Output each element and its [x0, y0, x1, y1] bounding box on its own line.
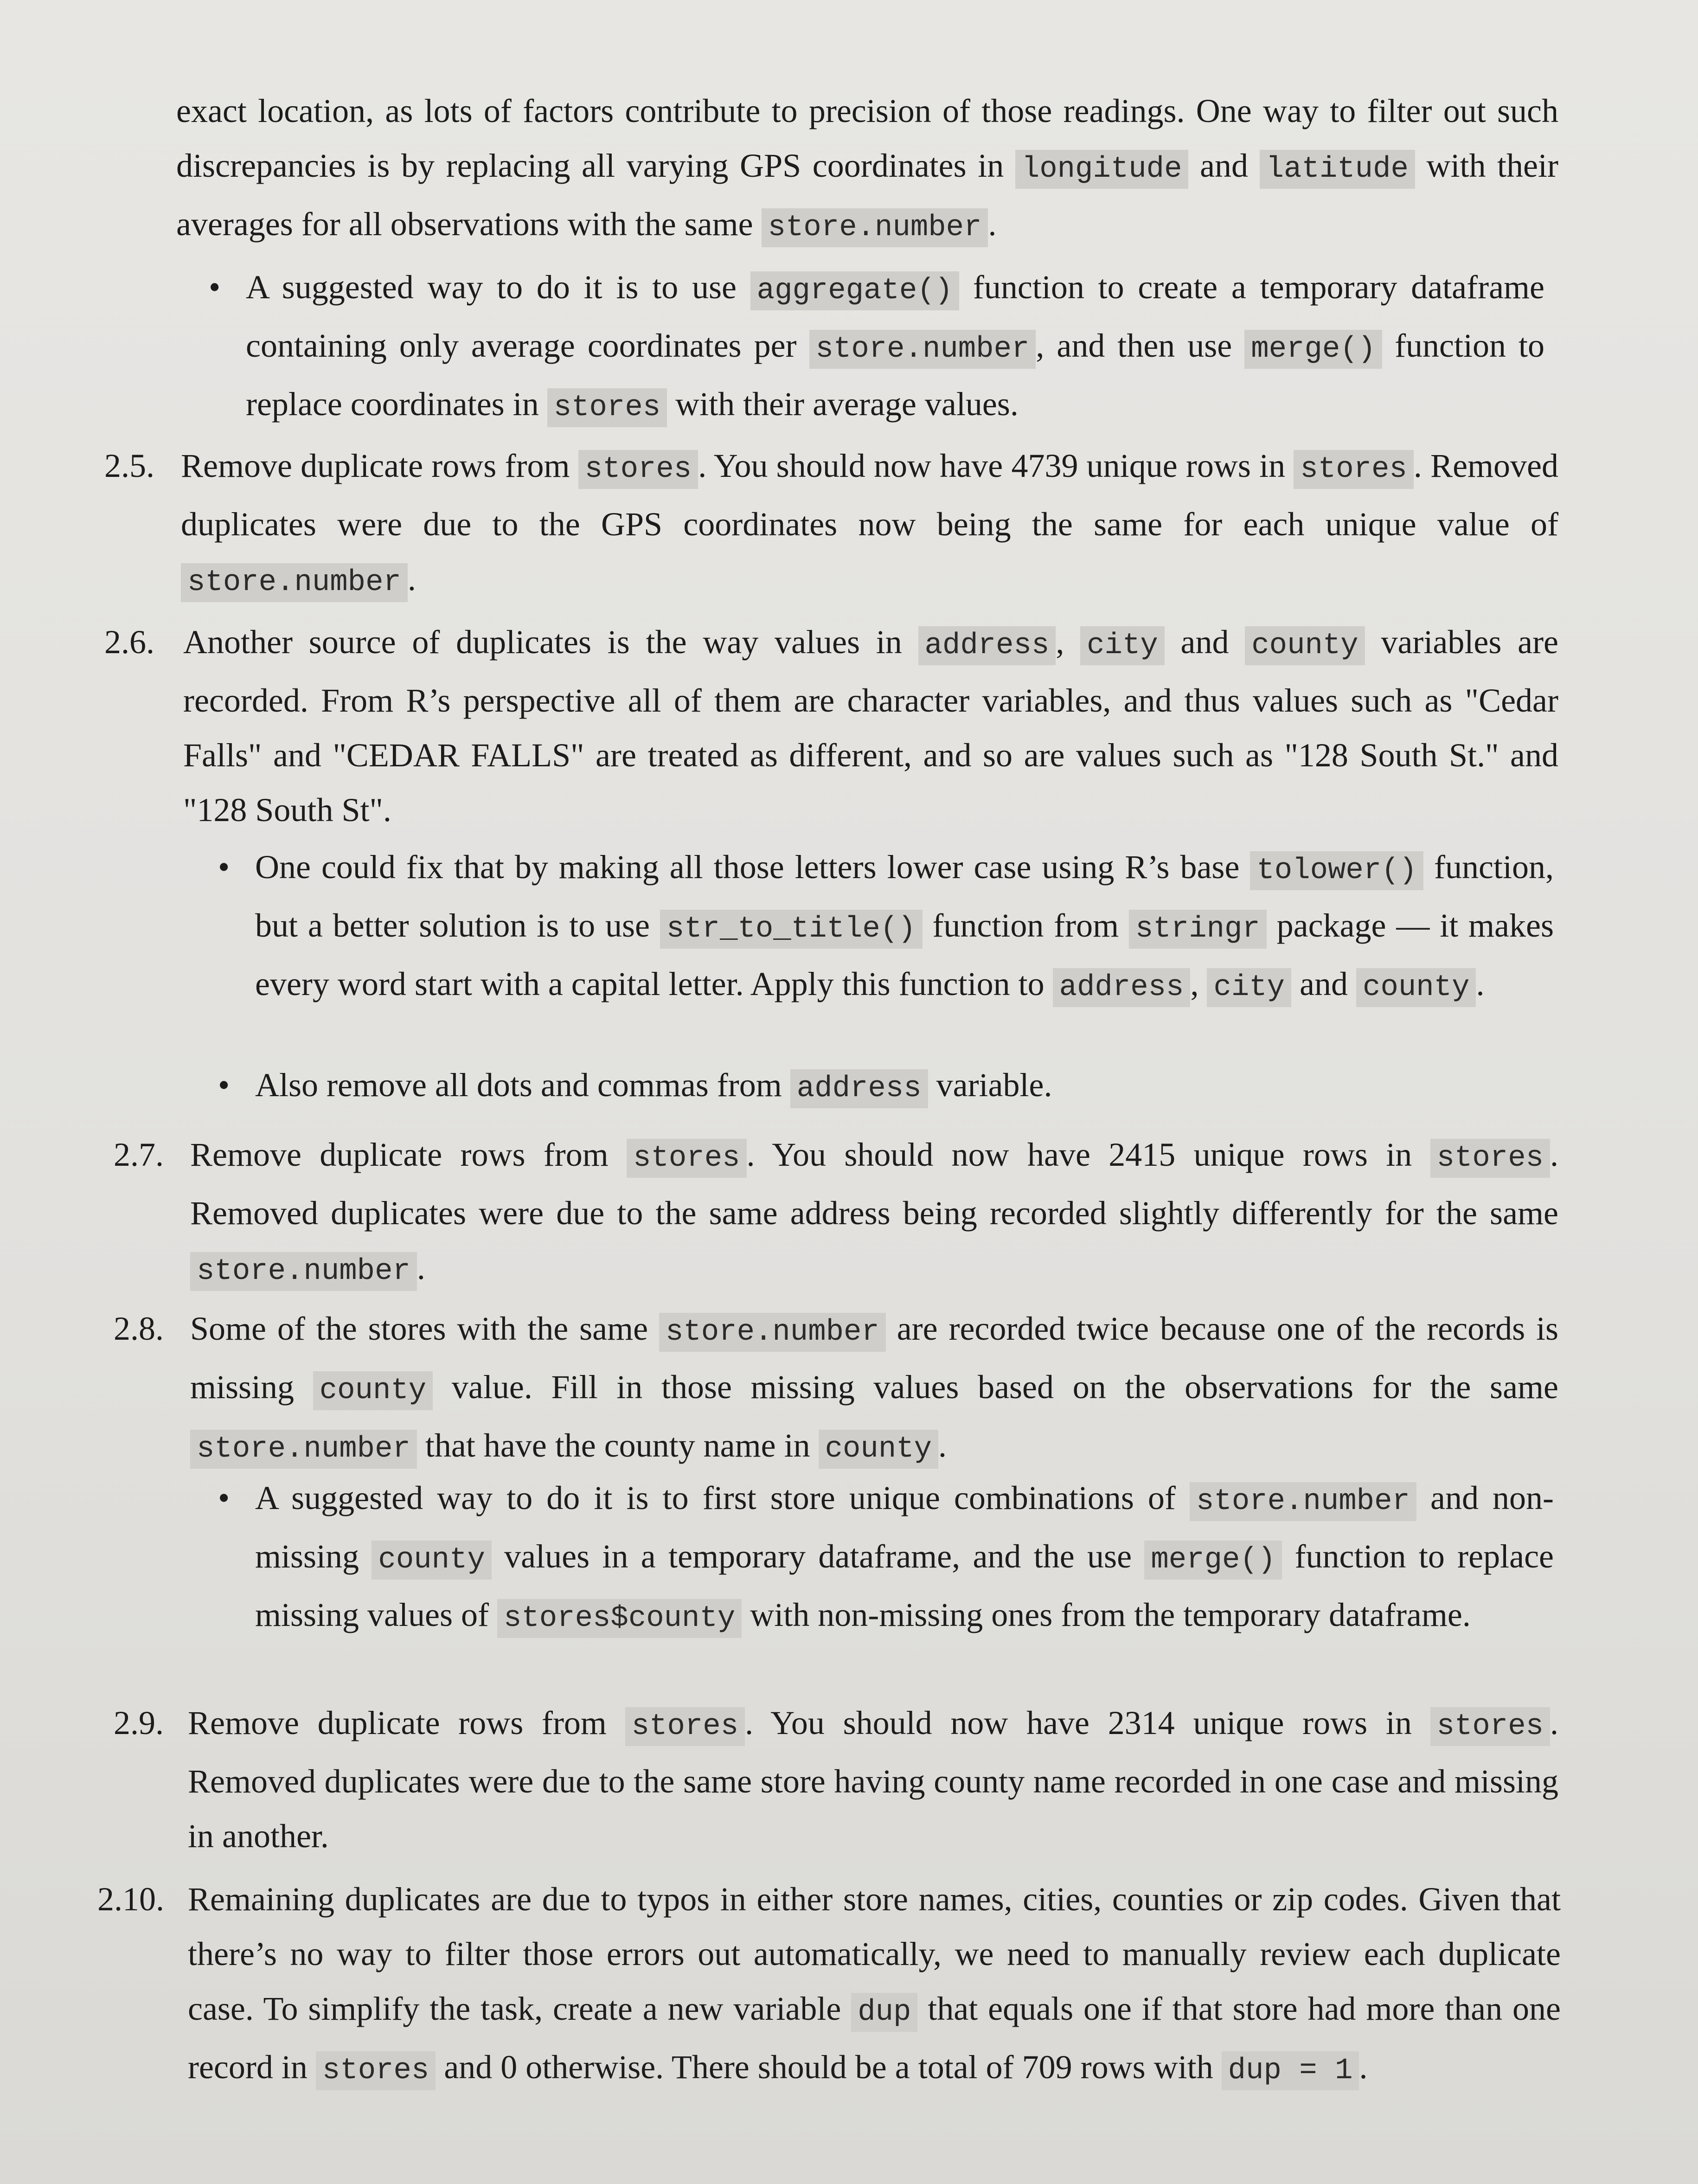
bullet-text: [255, 1471, 1554, 1646]
text: .: [1476, 965, 1485, 1002]
code-county: county: [1356, 968, 1476, 1007]
text: function to replace missing values of: [255, 1538, 1554, 1633]
item-text: [188, 1696, 1558, 1863]
code-tolower: tolower(): [1250, 851, 1423, 890]
text: Remove duplicate rows from: [181, 447, 578, 484]
code-county: county: [372, 1541, 491, 1580]
bullet-text: [255, 840, 1554, 1015]
text: are recorded twice because one of the records is missing: [190, 1310, 1558, 1406]
text: ,: [1190, 965, 1207, 1002]
code-store-number: store.number: [190, 1252, 417, 1291]
text: and non-missing: [255, 1479, 1554, 1575]
bullet-marker: •: [209, 269, 221, 306]
item-number: 2.10.: [97, 1881, 164, 1918]
text: variable.: [928, 1066, 1052, 1104]
text: A suggested way to do it is to first store unique combinations of: [255, 1479, 1190, 1516]
code-longitude: longitude: [1015, 150, 1189, 189]
code-stores: stores: [578, 450, 698, 489]
text: that equals one if that store had more than one record in: [188, 1990, 1561, 2086]
bullet-marker: •: [218, 1066, 230, 1104]
text: with their averages for all observations with the same: [176, 147, 1558, 243]
text: . You should now have 4739 unique rows in: [698, 447, 1294, 484]
code-str-to-title: str_to_title(): [660, 910, 923, 949]
text: . You should now have 2314 unique rows in: [745, 1704, 1430, 1741]
code-latitude: latitude: [1260, 150, 1415, 189]
code-county: county: [819, 1430, 938, 1469]
code-city: city: [1207, 968, 1291, 1007]
text: . Removed duplicates were due to the same store having county name recorded in one case and missing in another.: [188, 1704, 1558, 1855]
code-address: address: [918, 626, 1056, 665]
code-stores: stores: [625, 1707, 745, 1746]
code-store-number: store.number: [190, 1430, 417, 1469]
text: function to create a temporary dataframe containing only average coordinates per: [246, 269, 1544, 364]
item-text: [181, 438, 1558, 610]
code-merge: merge(): [1144, 1541, 1282, 1580]
item-text: [190, 1127, 1558, 1299]
text: Also remove all dots and commas from: [255, 1066, 790, 1104]
bullet-text: [255, 1058, 1554, 1116]
item-number: 2.7.: [114, 1136, 164, 1173]
item-text: [190, 1301, 1558, 1477]
text: , and then use: [1036, 327, 1245, 364]
text: function, but a better solution is to use: [255, 848, 1554, 944]
text: . Removed duplicates were due to the GPS coordinates now being the same for each unique value of: [181, 447, 1558, 543]
item-number: 2.6.: [104, 623, 154, 661]
text: One could fix that by making all those letters lower case using R’s base: [255, 848, 1250, 886]
code-stores: stores: [1430, 1139, 1550, 1178]
text: and: [1188, 147, 1260, 184]
text: with non-missing ones from the temporary dataframe.: [742, 1596, 1471, 1633]
code-stores: stores: [1430, 1707, 1550, 1746]
code-stores: stores: [627, 1139, 746, 1178]
text: .: [1359, 2049, 1368, 2086]
text: with their average values.: [667, 385, 1019, 423]
code-stores: stores: [316, 2051, 436, 2090]
text: .: [416, 1249, 425, 1286]
text: .: [938, 1427, 947, 1464]
code-address: address: [1053, 968, 1191, 1007]
text: .: [407, 560, 416, 597]
text: .: [988, 206, 997, 243]
code-stores: stores: [547, 388, 667, 427]
code-stores: stores: [1294, 450, 1413, 489]
code-city: city: [1080, 626, 1165, 665]
text: and: [1291, 965, 1357, 1002]
text: ,: [1056, 623, 1081, 661]
text: function to replace coordinates in: [246, 327, 1545, 423]
code-address: address: [790, 1069, 928, 1108]
text: Another source of duplicates is the way values in: [183, 623, 918, 661]
code-stringr: stringr: [1129, 910, 1267, 949]
code-store-number: store.number: [809, 330, 1036, 369]
text: . Removed duplicates were due to the same address being recorded slightly differently for the same: [190, 1136, 1558, 1232]
bullet-marker: •: [218, 848, 230, 886]
code-dup: dup: [851, 1993, 917, 2032]
text: function from: [922, 907, 1129, 944]
text: Remaining duplicates are due to typos in either store names, cities, counties or zip codes. Given that there’s no way to filter those errors out automatically, we need to manually review each duplicate case. To simplify the task, create a new variable: [188, 1881, 1561, 2027]
text: value. Fill in those missing values based on the observations for the same: [433, 1368, 1558, 1406]
code-aggregate: aggregate(): [750, 271, 959, 310]
code-county: county: [1245, 626, 1365, 665]
item-number: 2.5.: [104, 447, 154, 484]
code-stores-county: stores$county: [497, 1599, 742, 1638]
text: Remove duplicate rows from: [188, 1704, 625, 1741]
text: that have the county name in: [416, 1427, 819, 1464]
code-store-number: store.number: [762, 208, 988, 247]
bullet-marker: •: [218, 1479, 230, 1516]
item-text: [183, 615, 1558, 837]
text: and: [1164, 623, 1245, 661]
text: and 0 otherwise. There should be a total of 709 rows with: [436, 2049, 1222, 2086]
text: values in a temporary dataframe, and the use: [491, 1538, 1145, 1575]
item-text: [188, 1872, 1561, 2098]
text: package — it makes every word start with a capital letter. Apply this function to: [255, 907, 1554, 1002]
lead-paragraph: [176, 84, 1558, 255]
text: Some of the stores with the same: [190, 1310, 659, 1347]
code-store-number: store.number: [1190, 1482, 1416, 1521]
code-county: county: [313, 1371, 433, 1410]
text: variables are recorded. From R’s perspective all of them are character variables, and thus values such as "Cedar Falls" and "CEDAR FALLS" are treated as different, and so are values such as "128 South St." and "128 South St".: [183, 623, 1559, 829]
code-store-number: store.number: [659, 1313, 886, 1352]
text: . You should now have 2415 unique rows in: [746, 1136, 1430, 1173]
text: exact location, as lots of factors contribute to precision of those readings. One way to filter out such discrepancies is by replacing all varying GPS coordinates in: [176, 92, 1558, 184]
item-number: 2.8.: [114, 1310, 164, 1347]
code-dup-equals-1: dup = 1: [1222, 2051, 1359, 2090]
code-store-number: store.number: [181, 563, 408, 602]
bullet-text: [246, 260, 1544, 435]
text: A suggested way to do it is to use: [246, 269, 750, 306]
item-number: 2.9.: [114, 1704, 164, 1741]
code-merge: merge(): [1244, 330, 1382, 369]
text: Remove duplicate rows from: [190, 1136, 627, 1173]
